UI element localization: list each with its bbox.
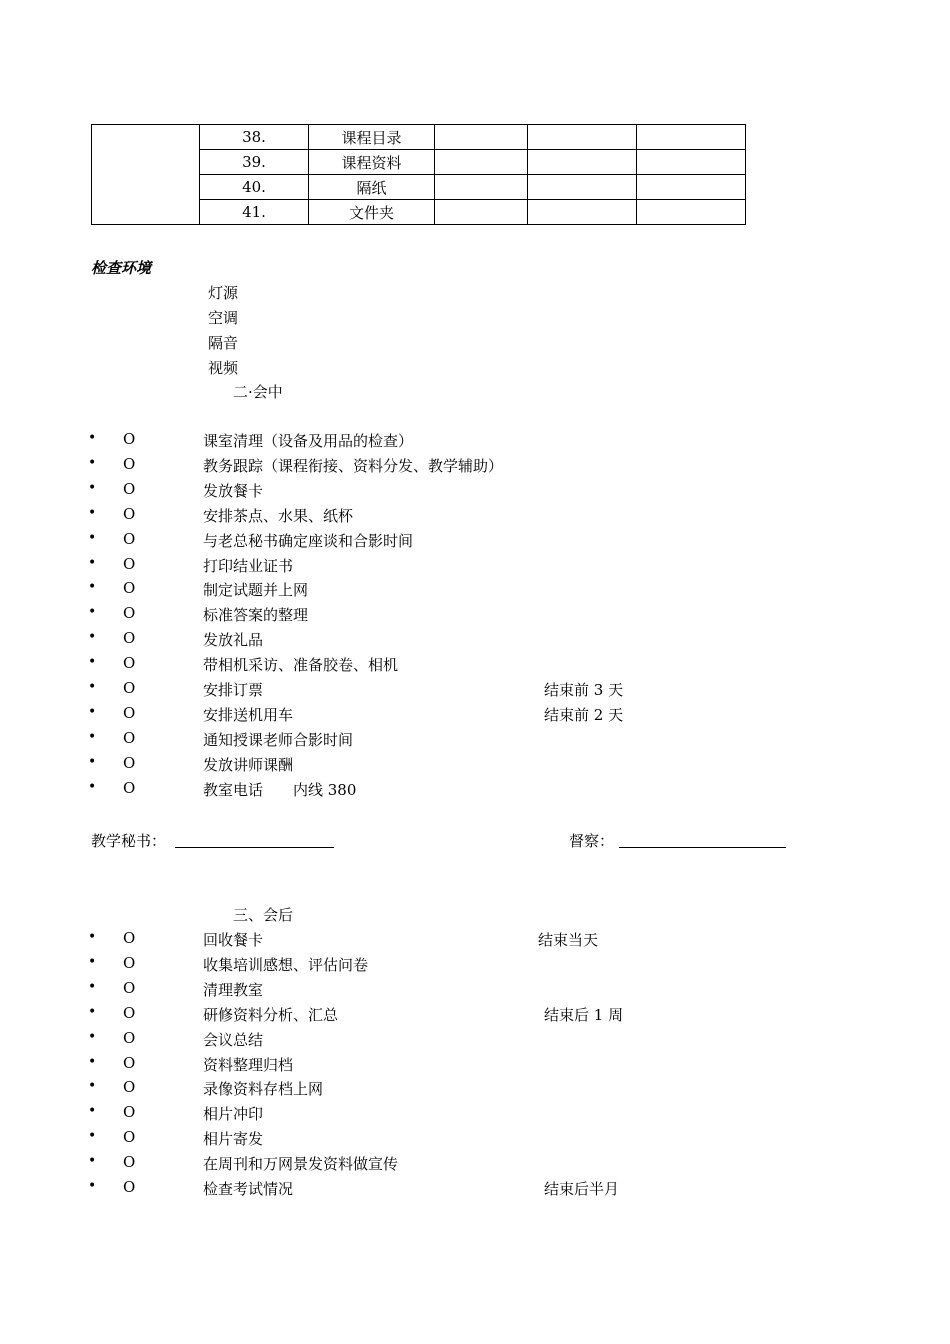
checkbox-marker: O	[123, 579, 136, 598]
empty-cell	[637, 150, 746, 175]
bullet-icon: •	[88, 753, 97, 770]
list-item-text: 资料整理归档	[203, 1055, 294, 1074]
empty-cell	[528, 150, 637, 175]
bullet-icon: •	[88, 728, 97, 745]
list-item-text: 发放讲师课酬	[203, 755, 294, 774]
list-item	[0, 1103, 950, 1128]
checkbox-marker: O	[123, 1078, 136, 1097]
checkbox-marker: O	[123, 529, 136, 548]
checkbox-marker: O	[123, 1128, 136, 1147]
row-number: 38.	[200, 125, 309, 150]
row-number: 39.	[200, 150, 309, 175]
table-merged-cell	[92, 125, 200, 225]
empty-cell	[435, 200, 528, 225]
checkbox-marker: O	[123, 1178, 136, 1196]
env-item: 空调	[208, 309, 239, 327]
list-item-text: 相片冲印	[203, 1105, 264, 1124]
list-item-text: 清理教室	[203, 980, 264, 999]
list-item-text: 安排订票	[203, 681, 264, 699]
bullet-icon: •	[88, 430, 97, 446]
checkbox-marker: O	[123, 430, 136, 448]
list-item	[0, 455, 950, 480]
list-item	[0, 954, 950, 979]
list-item	[0, 1078, 950, 1103]
during-title: 二·会中	[233, 383, 283, 401]
list-item	[0, 1153, 950, 1178]
bullet-icon: •	[88, 1053, 97, 1070]
checkbox-marker: O	[123, 654, 136, 673]
row-item: 文件夹	[309, 200, 435, 225]
list-item	[0, 1128, 950, 1153]
list-item-text: 课室清理（设备及用品的检查）	[203, 432, 414, 450]
empty-cell	[528, 175, 637, 200]
list-item-text: 标准答案的整理	[203, 606, 309, 625]
checkbox-marker: O	[123, 929, 136, 947]
secretary-label: 教学秘书：	[91, 832, 167, 850]
list-item-note: 结束后 1 周	[544, 1005, 624, 1024]
list-item-text: 与老总秘书确定座谈和合影时间	[203, 531, 414, 550]
list-item	[0, 1054, 950, 1079]
empty-cell	[528, 125, 637, 150]
env-item: 灯源	[208, 284, 239, 302]
checkbox-marker: O	[123, 679, 136, 697]
list-item	[0, 555, 950, 580]
list-item	[0, 1029, 950, 1054]
list-item	[0, 929, 950, 954]
bullet-icon: •	[88, 929, 97, 945]
bullet-icon: •	[88, 529, 97, 546]
supervisor-signature-line[interactable]	[619, 847, 786, 848]
bullet-icon: •	[88, 778, 97, 795]
list-item-text: 制定试题并上网	[203, 581, 309, 600]
checkbox-marker: O	[123, 629, 136, 648]
empty-cell	[637, 200, 746, 225]
checkbox-marker: O	[123, 953, 136, 972]
list-item-text: 研修资料分析、汇总	[203, 1005, 339, 1024]
list-item	[0, 1004, 950, 1029]
checkbox-marker: O	[123, 554, 136, 573]
bullet-icon: •	[88, 629, 97, 646]
env-heading: 检查环境	[91, 259, 152, 277]
list-item	[0, 779, 950, 804]
list-item-text: 检查考试情况	[203, 1180, 294, 1198]
list-item-note: 结束前 3 天	[544, 681, 624, 699]
list-item	[0, 729, 950, 754]
list-item-text: 安排送机用车	[203, 705, 294, 724]
list-item-text: 回收餐卡	[203, 931, 264, 949]
list-item	[0, 604, 950, 629]
list-item-note: 结束当天	[538, 931, 599, 949]
after-title: 三、会后	[233, 906, 294, 924]
list-item	[0, 480, 950, 505]
bullet-icon: •	[88, 1178, 97, 1194]
list-item-text: 教务跟踪（课程衔接、资料分发、教学辅助）	[203, 456, 504, 475]
list-item	[0, 754, 950, 779]
checkbox-marker: O	[123, 1053, 136, 1072]
list-item-text: 会议总结	[203, 1030, 264, 1049]
bullet-icon: •	[88, 579, 97, 596]
checkbox-marker: O	[123, 1028, 136, 1047]
checkbox-marker: O	[123, 728, 136, 747]
bullet-icon: •	[88, 1028, 97, 1045]
row-item: 隔纸	[309, 175, 435, 200]
checkbox-marker: O	[123, 604, 136, 623]
checkbox-marker: O	[123, 504, 136, 523]
bullet-icon: •	[88, 1003, 97, 1020]
list-item-text: 安排茶点、水果、纸杯	[203, 506, 354, 525]
bullet-icon: •	[88, 454, 97, 471]
bullet-icon: •	[88, 1103, 97, 1120]
list-item-text: 发放礼品	[203, 631, 264, 650]
empty-cell	[637, 125, 746, 150]
supervisor-label: 督察：	[569, 832, 615, 850]
checkbox-marker: O	[123, 1003, 136, 1022]
list-item	[0, 704, 950, 729]
bullet-icon: •	[88, 554, 97, 571]
checkbox-marker: O	[123, 479, 136, 498]
row-item: 课程目录	[309, 125, 435, 150]
empty-cell	[435, 175, 528, 200]
empty-cell	[528, 200, 637, 225]
list-item-text: 打印结业证书	[203, 556, 294, 575]
bullet-icon: •	[88, 479, 97, 496]
list-item-text: 带相机采访、准备胶卷、相机	[203, 656, 399, 675]
list-item-note: 结束后半月	[544, 1180, 620, 1198]
list-item	[0, 579, 950, 604]
checkbox-marker: O	[123, 753, 136, 772]
bullet-icon: •	[88, 1078, 97, 1095]
list-item	[0, 629, 950, 654]
checkbox-marker: O	[123, 703, 136, 722]
list-item-text: 相片寄发	[203, 1130, 264, 1149]
list-item-text: 教室电话 内线 380	[203, 780, 357, 799]
checkbox-marker: O	[123, 778, 136, 797]
bullet-icon: •	[88, 504, 97, 521]
checkbox-marker: O	[123, 1153, 136, 1172]
table-row	[92, 125, 746, 150]
bullet-icon: •	[88, 604, 97, 621]
list-item-note: 结束前 2 天	[544, 705, 624, 724]
list-item	[0, 530, 950, 555]
secretary-signature-line[interactable]	[175, 847, 334, 848]
env-item: 隔音	[208, 334, 239, 352]
supplies-table	[91, 124, 746, 225]
env-item: 视频	[208, 359, 239, 377]
list-item	[0, 505, 950, 530]
list-item-text: 发放餐卡	[203, 481, 264, 500]
list-item	[0, 430, 950, 455]
row-item: 课程资料	[309, 150, 435, 175]
checkbox-marker: O	[123, 978, 136, 997]
list-item-text: 在周刊和万网景发资料做宣传	[203, 1155, 399, 1174]
bullet-icon: •	[88, 953, 97, 970]
list-item	[0, 654, 950, 679]
bullet-icon: •	[88, 1153, 97, 1170]
list-item-text: 通知授课老师合影时间	[203, 730, 354, 749]
checkbox-marker: O	[123, 454, 136, 473]
empty-cell	[435, 150, 528, 175]
empty-cell	[435, 125, 528, 150]
list-item	[0, 979, 950, 1004]
list-item-text: 收集培训感想、评估问卷	[203, 955, 369, 974]
bullet-icon: •	[88, 654, 97, 671]
list-item	[0, 1178, 950, 1203]
empty-cell	[637, 175, 746, 200]
checkbox-marker: O	[123, 1103, 136, 1122]
list-item-text: 录像资料存档上网	[203, 1080, 324, 1099]
bullet-icon: •	[88, 679, 97, 695]
bullet-icon: •	[88, 978, 97, 995]
bullet-icon: •	[88, 1128, 97, 1145]
row-number: 40.	[200, 175, 309, 200]
list-item	[0, 679, 950, 704]
row-number: 41.	[200, 200, 309, 225]
bullet-icon: •	[88, 703, 97, 720]
